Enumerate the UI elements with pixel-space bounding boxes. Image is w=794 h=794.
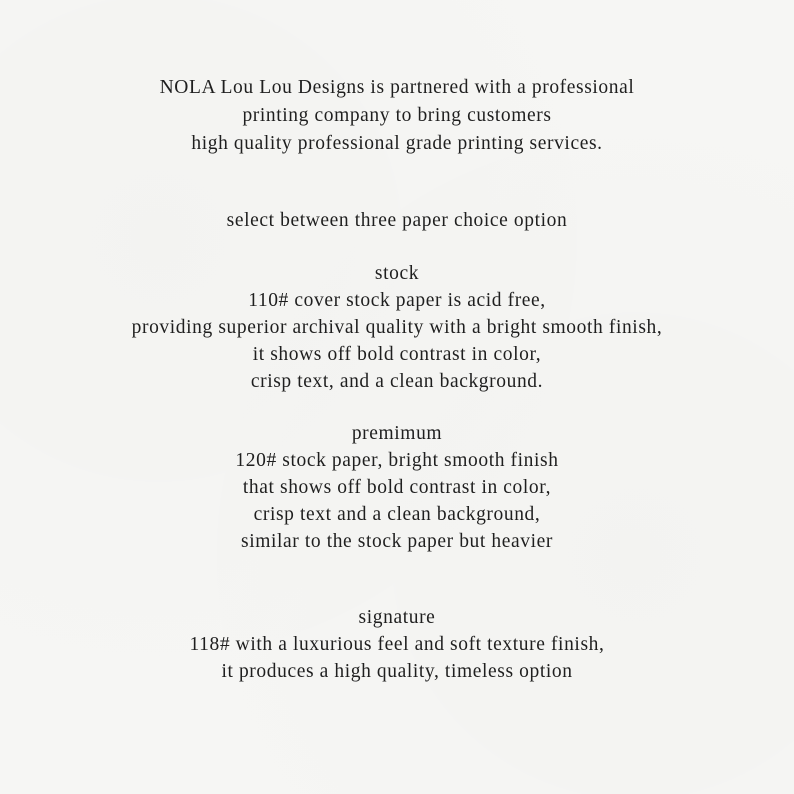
option-description-line: 110# cover stock paper is acid free, (248, 290, 546, 311)
option-description-line: 118# with a luxurious feel and soft texture finish, (189, 634, 605, 655)
intro-line-1: NOLA Lou Lou Designs is partnered with a professional (159, 77, 635, 98)
option-description-line: 120# stock paper, bright smooth finish (235, 450, 559, 471)
option-description-line: that shows off bold contrast in color, (242, 477, 552, 498)
option-description-line: it produces a high quality, timeless option (221, 661, 573, 682)
select-prompt: select between three paper choice option (226, 210, 568, 231)
option-title: stock (374, 263, 420, 284)
option-title: signature (358, 607, 436, 628)
intro-line-2: printing company to bring customers (242, 105, 552, 126)
intro-line-3: high quality professional grade printing services. (191, 133, 603, 154)
option-title: premimum (351, 423, 443, 444)
option-description-line: crisp text and a clean background, (253, 504, 541, 525)
option-description-line: crisp text, and a clean background. (250, 371, 544, 392)
option-description-line: similar to the stock paper but heavier (241, 531, 553, 552)
option-description-line: providing superior archival quality with a bright smooth finish, (131, 317, 663, 338)
option-description-line: it shows off bold contrast in color, (252, 344, 542, 365)
